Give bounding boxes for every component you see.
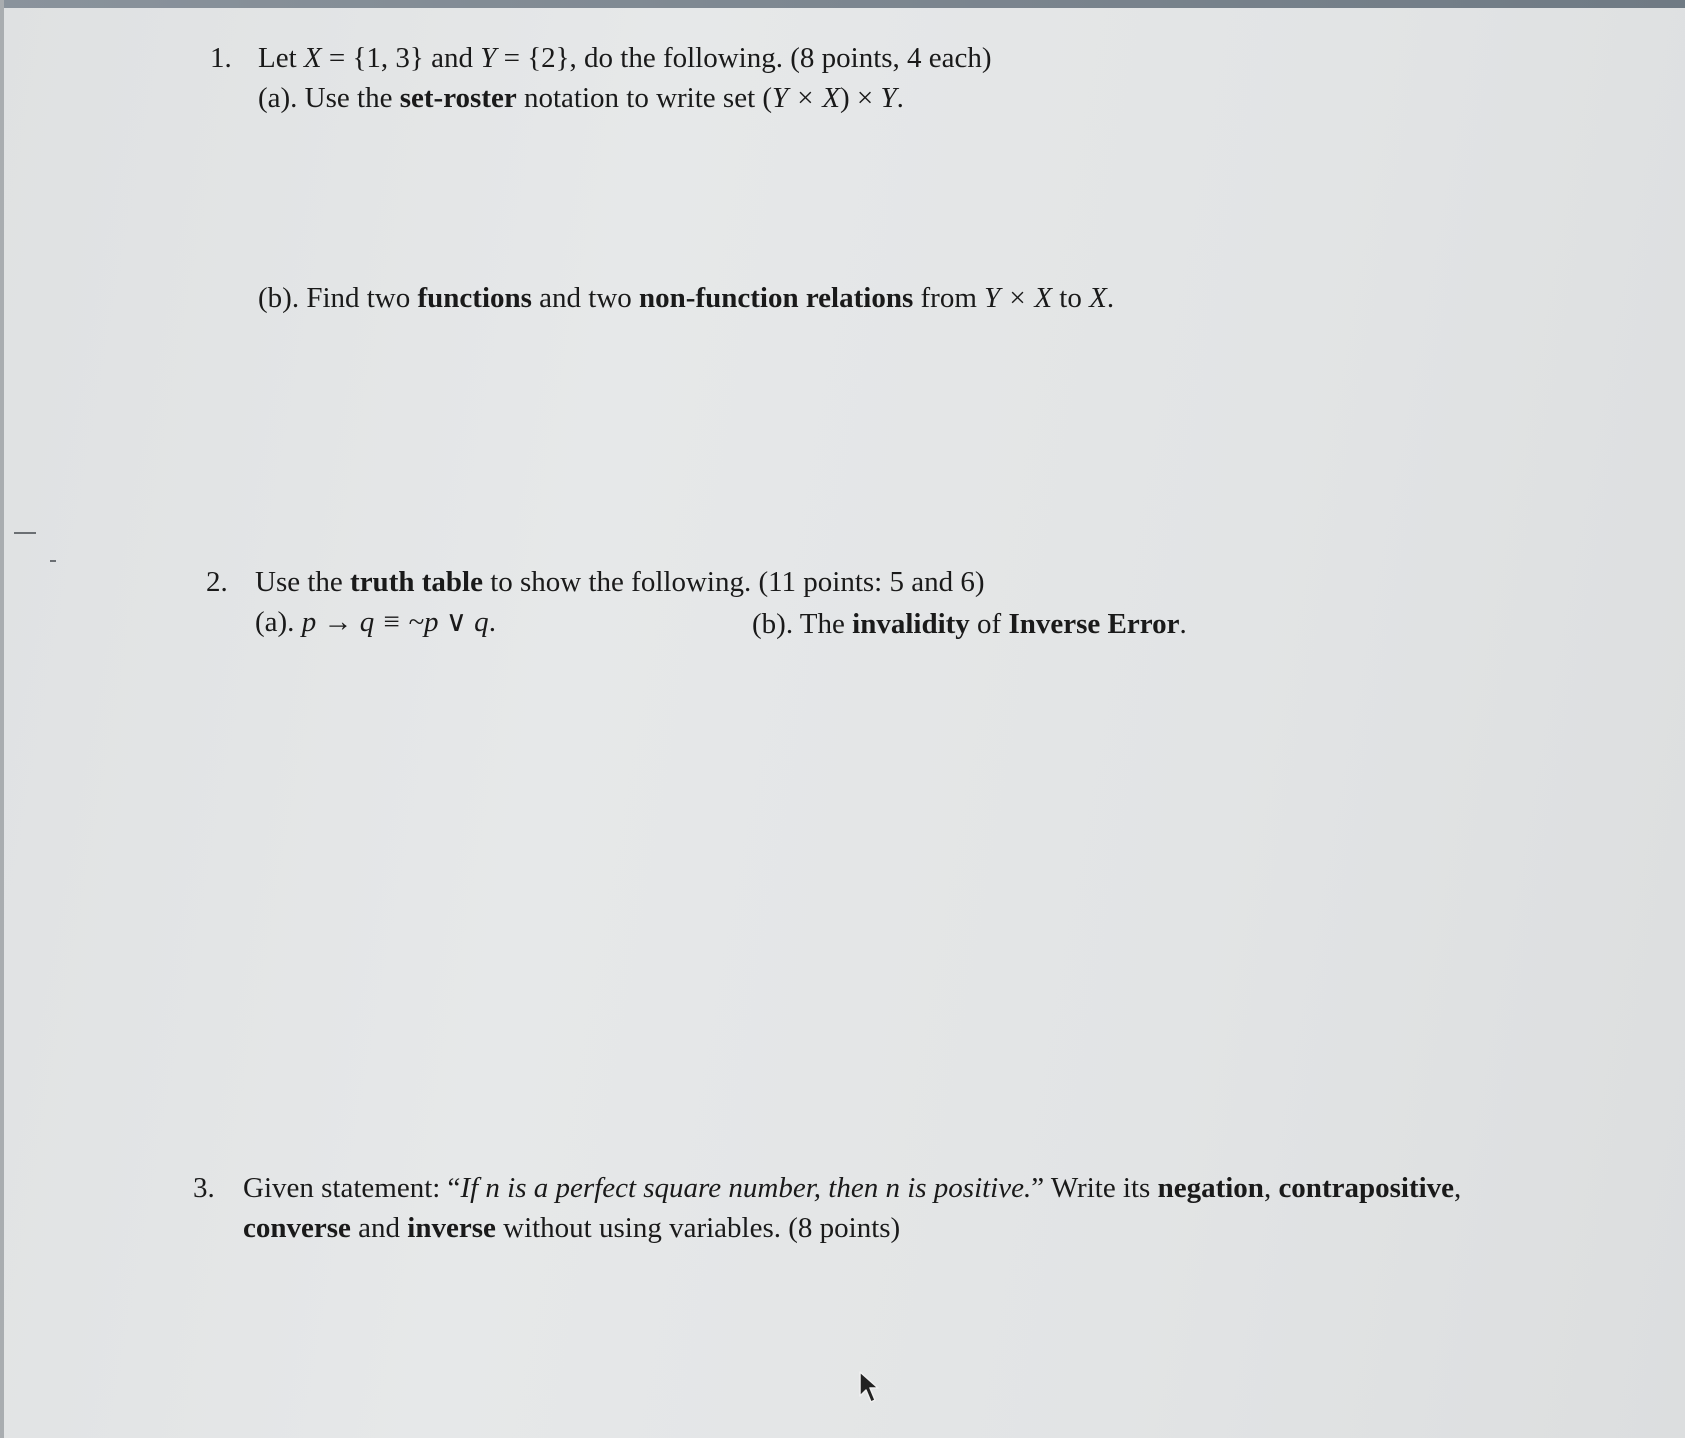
question-1-number: 1. bbox=[210, 42, 232, 74]
screen-top-edge bbox=[0, 0, 1685, 8]
question-1a: (a). Use the set-roster notation to write set (Y × X) × Y. bbox=[258, 82, 904, 114]
question-2-prompt: Use the truth table to show the following. (11 points: 5 and 6) bbox=[255, 566, 985, 598]
margin-dash bbox=[14, 532, 36, 534]
question-2b: (b). The invalidity of Inverse Error. bbox=[752, 608, 1187, 640]
mouse-pointer-icon bbox=[858, 1370, 884, 1406]
question-2a: (a). p → q ≡ ~p ∨ q. bbox=[255, 606, 496, 638]
question-2-number: 2. bbox=[206, 566, 228, 598]
question-3-number: 3. bbox=[193, 1172, 215, 1204]
question-3-line-1: Given statement: “If n is a perfect square number, then n is positive.” Write its negation, contrapositive, bbox=[243, 1172, 1462, 1204]
margin-tick bbox=[50, 560, 56, 562]
question-3-line-2: converse and inverse without using variables. (8 points) bbox=[243, 1212, 901, 1244]
question-1b: (b). Find two functions and two non-function relations from Y × X to X. bbox=[258, 282, 1115, 314]
screen-left-edge bbox=[0, 0, 4, 1438]
question-1-prompt: Let X = {1, 3} and Y = {2}, do the following. (8 points, 4 each) bbox=[258, 42, 992, 74]
